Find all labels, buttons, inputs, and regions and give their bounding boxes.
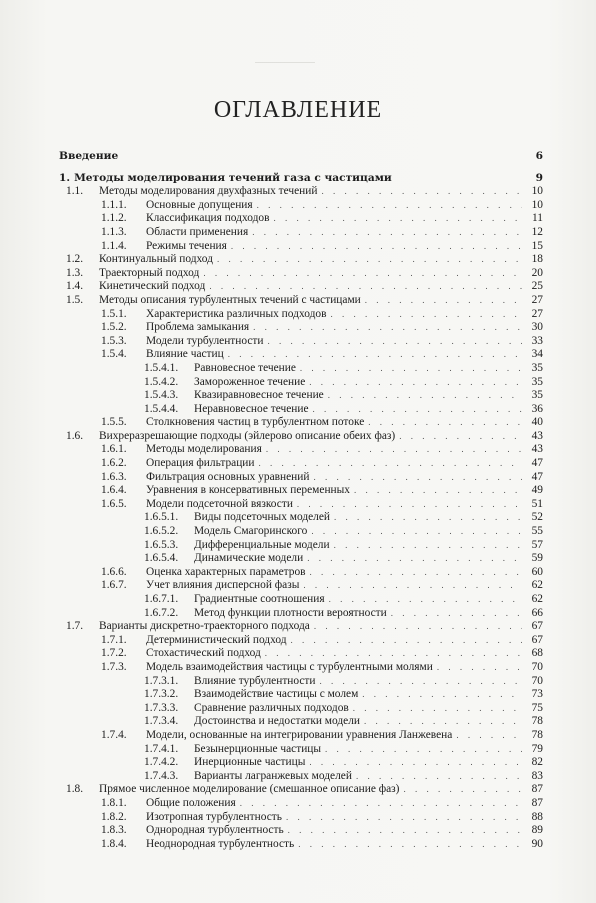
toc-entry bbox=[59, 552, 543, 566]
dot-leader bbox=[364, 715, 522, 729]
toc-entry-number: 1.2. bbox=[66, 253, 84, 266]
toc-entry-page: 47 bbox=[531, 457, 543, 470]
toc-entry bbox=[59, 811, 543, 825]
toc-entry-title: Модель Смагоринского bbox=[194, 525, 308, 538]
dot-leader bbox=[403, 783, 522, 797]
toc-entry-page: 55 bbox=[531, 525, 543, 538]
dot-leader bbox=[209, 280, 522, 294]
toc-entry-title: Градиентные соотношения bbox=[194, 593, 325, 605]
toc-entry-number: 1.1.2. bbox=[101, 212, 127, 225]
toc-entry-number: 1.6.5. bbox=[101, 497, 127, 510]
toc-entry-number: 1.6.4. bbox=[101, 484, 127, 497]
toc-entry-page: 35 bbox=[531, 361, 543, 374]
toc-entry-page: 70 bbox=[531, 660, 543, 673]
toc-entry bbox=[59, 579, 543, 593]
toc-entry-page: 83 bbox=[531, 769, 543, 782]
toc-entry-page: 66 bbox=[531, 606, 543, 619]
toc-entry-title: Континуальный подход bbox=[99, 253, 213, 266]
toc-entry-number: 1.7.3.4. bbox=[144, 715, 179, 728]
toc-entry-number: 1.6. bbox=[66, 429, 84, 442]
toc-entry-number: 1.5. bbox=[66, 293, 84, 306]
toc-entry bbox=[59, 525, 543, 539]
toc-entry-page: 60 bbox=[531, 565, 543, 578]
dot-leader bbox=[310, 566, 522, 580]
toc-entry-page: 6 bbox=[535, 150, 543, 162]
toc-entry-page: 35 bbox=[531, 375, 543, 388]
dot-leader bbox=[286, 811, 522, 825]
toc-entry-number: 1.1.1. bbox=[101, 198, 127, 211]
toc-entry-page: 15 bbox=[531, 239, 543, 252]
toc-entry-title: Методы моделирования bbox=[146, 443, 262, 456]
toc-entry-number: 1.5.4.2. bbox=[144, 375, 179, 388]
toc-entry-title: Введение bbox=[59, 150, 119, 162]
dot-leader bbox=[354, 484, 522, 498]
dot-leader bbox=[356, 770, 522, 784]
toc-entry-number: 1.6.1. bbox=[101, 443, 127, 456]
dot-leader bbox=[309, 756, 522, 770]
toc-entry-title: Общие положения bbox=[146, 796, 236, 809]
toc-entry-title: Вихреразрешающие подходы (эйлерово описание обеих фаз) bbox=[99, 429, 396, 442]
toc-entry-number: 1.5.5. bbox=[101, 416, 127, 429]
toc-entry-title: Модели, основанные на интегрировании уравнения Ланжевена bbox=[146, 728, 453, 741]
toc-entry bbox=[59, 607, 543, 621]
toc-entry-page: 73 bbox=[531, 688, 543, 701]
toc-entry-page: 62 bbox=[531, 579, 543, 592]
toc-entry-title: Инерционные частицы bbox=[194, 756, 306, 769]
toc-entry-title: Варианты дискретно-траекторного подхода bbox=[99, 620, 310, 633]
dot-leader bbox=[252, 226, 522, 240]
dot-leader bbox=[311, 525, 522, 539]
toc-entry bbox=[59, 199, 543, 213]
toc-entry-page: 43 bbox=[531, 429, 543, 442]
toc-entry-number: 1.1.3. bbox=[101, 225, 127, 238]
toc-entry-page: 43 bbox=[531, 443, 543, 456]
toc-entry-page: 51 bbox=[531, 497, 543, 510]
toc-entry-page: 70 bbox=[531, 674, 543, 687]
toc-entry-number: 1.5.4. bbox=[101, 348, 127, 361]
toc-entry-number: 1.6.5.3. bbox=[144, 538, 179, 551]
dot-leader bbox=[325, 743, 522, 757]
toc-entry-title: Основные допущения bbox=[146, 198, 253, 211]
toc-entry-title: Учет влияния дисперсной фазы bbox=[146, 579, 300, 592]
toc-entry-title: Достоинства и недостатки модели bbox=[194, 715, 360, 728]
toc-entry-number: 1.7.4. bbox=[101, 728, 127, 741]
dot-leader bbox=[328, 389, 522, 403]
toc-entry-number: 1.6.7. bbox=[101, 579, 127, 592]
dot-leader bbox=[399, 430, 522, 444]
toc-entry-page: 18 bbox=[531, 253, 543, 266]
toc-entry-number: 1.5.4.1. bbox=[144, 361, 179, 374]
toc-entry bbox=[59, 416, 543, 430]
toc-entry-number: 1.6.5.4. bbox=[144, 552, 179, 565]
toc-entry bbox=[59, 539, 543, 553]
toc-entry-title: Прямое численное моделирование (смешанное описание фаз) bbox=[99, 783, 400, 796]
toc-entry-title: Классификация подходов bbox=[146, 212, 270, 225]
toc-entry-number: 1.7.4.2. bbox=[144, 756, 179, 769]
toc-entry bbox=[59, 443, 543, 457]
toc-entry-page: 49 bbox=[531, 484, 543, 497]
dot-leader bbox=[365, 294, 522, 308]
dot-leader bbox=[391, 607, 522, 621]
toc-entry bbox=[59, 253, 543, 267]
toc-entry-title: Метод функции плотности вероятности bbox=[194, 606, 387, 619]
toc-entry-number: 1.6.2. bbox=[101, 457, 127, 470]
toc-entry-title: Фильтрация основных уравнений bbox=[146, 470, 310, 483]
toc-entry-title: Однородная турбулентность bbox=[146, 824, 284, 837]
toc-entry bbox=[59, 498, 543, 512]
toc-entry-title: Детерминистический подход bbox=[146, 633, 287, 646]
toc-entry-title: Неравновесное течение bbox=[194, 402, 309, 415]
toc-entry bbox=[59, 743, 543, 757]
toc-entry-number: 1.6.3. bbox=[101, 470, 127, 483]
dot-leader bbox=[240, 797, 522, 811]
toc-entry-page: 87 bbox=[531, 796, 543, 809]
toc-entry-title: Стохастический подход bbox=[146, 647, 261, 660]
toc-entry-number: 1.7.3.2. bbox=[144, 688, 179, 701]
toc-entry bbox=[59, 715, 543, 729]
toc-entry-page: 33 bbox=[531, 334, 543, 347]
toc-entry-page: 78 bbox=[531, 715, 543, 728]
toc-entry bbox=[59, 824, 543, 838]
toc-entry bbox=[59, 240, 543, 254]
toc-entry-title: Сравнение различных подходов bbox=[194, 701, 349, 714]
toc-entry-number: 1.7.3. bbox=[101, 660, 127, 673]
dot-leader bbox=[330, 308, 522, 322]
toc-entry-number: 1.7.4.3. bbox=[144, 769, 179, 782]
toc-entry bbox=[59, 756, 543, 770]
toc-entry-page: 67 bbox=[531, 620, 543, 633]
toc-entry-page: 27 bbox=[531, 293, 543, 306]
toc-entry-title: Характеристика различных подходов bbox=[146, 307, 327, 320]
toc-entry bbox=[59, 362, 543, 376]
toc-entry-page: 40 bbox=[531, 416, 543, 429]
toc-entry-title: Столкновения частиц в турбулентном потоке bbox=[146, 416, 365, 429]
toc-entry bbox=[59, 688, 543, 702]
toc-entry-title: Модели турбулентности bbox=[146, 334, 264, 347]
toc-entry bbox=[59, 457, 543, 471]
toc-entry-number: 1.6.7.2. bbox=[144, 606, 179, 619]
toc-entry-title: Взаимодействие частицы с молем bbox=[194, 688, 359, 701]
toc-entry bbox=[59, 838, 543, 852]
toc-entry bbox=[59, 335, 543, 349]
toc-entry-title: Безынерционные частицы bbox=[194, 742, 322, 755]
toc-entry-title: Методы описания турбулентных течений с частицами bbox=[99, 293, 361, 306]
dot-leader bbox=[266, 443, 522, 457]
toc-entry bbox=[59, 729, 543, 743]
dot-leader bbox=[313, 403, 522, 417]
toc-entry bbox=[59, 566, 543, 580]
toc-entry-page: 27 bbox=[531, 307, 543, 320]
toc-entry-title: Замороженное течение bbox=[194, 375, 306, 388]
toc-entry-number: 1.5.1. bbox=[101, 307, 127, 320]
dot-leader bbox=[321, 185, 522, 199]
toc-entry bbox=[59, 294, 543, 308]
toc-entry-number: 1.6.6. bbox=[101, 565, 127, 578]
toc-entry-title: Модели подсеточной вязкости bbox=[146, 497, 293, 510]
toc-entry bbox=[59, 593, 543, 607]
toc-entry-title: Области применения bbox=[146, 225, 249, 238]
toc-entry-number: 1.5.4.4. bbox=[144, 402, 179, 415]
toc-entry-page: 68 bbox=[531, 647, 543, 660]
toc-entry bbox=[59, 647, 543, 661]
toc-entry bbox=[59, 376, 543, 390]
toc-entry-number: 1.7.4.1. bbox=[144, 742, 179, 755]
toc-entry bbox=[59, 321, 543, 335]
toc-entry-title: Дифференциальные модели bbox=[194, 538, 330, 551]
toc-entry-title: Режимы течения bbox=[146, 239, 227, 252]
toc-entry bbox=[59, 172, 543, 186]
toc-entry-page: 79 bbox=[531, 742, 543, 755]
toc-entry bbox=[59, 511, 543, 525]
toc-entry-page: 57 bbox=[531, 538, 543, 551]
toc-entry bbox=[59, 661, 543, 675]
toc-entry-number: 1.5.3. bbox=[101, 334, 127, 347]
toc-entry-page: 87 bbox=[531, 783, 543, 796]
toc-entry-number: 1.7.2. bbox=[101, 647, 127, 660]
toc-entry-title: Влияние частиц bbox=[146, 348, 224, 361]
page-title: ОГЛАВЛЕНИЕ bbox=[213, 97, 383, 123]
toc-entry bbox=[59, 620, 543, 634]
toc-entry-number: 1.8.2. bbox=[101, 810, 127, 823]
toc-entry-number: 1.1.4. bbox=[101, 239, 127, 252]
toc-entry-page: 36 bbox=[531, 402, 543, 415]
toc-entry-page: 30 bbox=[531, 321, 543, 334]
faint-header-mark bbox=[255, 62, 315, 67]
toc-entry-title: Влияние турбулентности bbox=[194, 674, 316, 687]
toc-entry-title: Оценка характерных параметров bbox=[146, 565, 306, 578]
toc-entry-title: Неоднородная турбулентность bbox=[146, 837, 295, 850]
dot-leader bbox=[353, 702, 522, 716]
toc-entry bbox=[59, 348, 543, 362]
dot-leader bbox=[368, 416, 522, 430]
dot-leader bbox=[334, 539, 522, 553]
dot-leader bbox=[334, 511, 522, 525]
toc-entry bbox=[59, 430, 543, 444]
toc-entry bbox=[59, 212, 543, 226]
toc-entry-page: 78 bbox=[531, 728, 543, 741]
toc-entry-title: Динамические модели bbox=[194, 552, 304, 565]
toc-entry-number: 1.7.3.1. bbox=[144, 674, 179, 687]
toc-entry-title: Виды подсеточных моделей bbox=[194, 511, 331, 524]
dot-leader bbox=[297, 498, 522, 512]
toc-entry-title: Кинетический подход bbox=[99, 280, 206, 293]
toc-entry-page: 10 bbox=[531, 198, 543, 211]
toc-entry-number: 1.7. bbox=[66, 620, 84, 633]
toc-entry-number: 1.5.2. bbox=[101, 321, 127, 334]
toc-entry-page: 25 bbox=[531, 280, 543, 293]
toc-entry-title: Траекторный подход bbox=[99, 266, 200, 279]
toc-entry-page: 34 bbox=[531, 348, 543, 361]
table-of-contents bbox=[59, 150, 543, 851]
toc-entry-number: 1.8.1. bbox=[101, 796, 127, 809]
toc-entry-title: Модель взаимодействия частицы с турбулентными молями bbox=[146, 660, 433, 673]
toc-entry bbox=[59, 797, 543, 811]
toc-entry-number: 1.5.4.3. bbox=[144, 389, 179, 402]
toc-entry-page: 75 bbox=[531, 701, 543, 714]
toc-entry-number: 1.3. bbox=[66, 266, 84, 279]
dot-leader bbox=[291, 634, 522, 648]
toc-entry-page: 90 bbox=[531, 837, 543, 850]
toc-entry bbox=[59, 150, 543, 164]
toc-entry-page: 10 bbox=[531, 185, 543, 198]
toc-entry-page: 35 bbox=[531, 389, 543, 402]
toc-entry-number: 1.8.3. bbox=[101, 824, 127, 837]
dot-leader bbox=[228, 348, 522, 362]
toc-entry-page: 9 bbox=[535, 171, 543, 184]
dot-leader bbox=[253, 321, 522, 335]
toc-entry bbox=[59, 471, 543, 485]
toc-entry-page: 82 bbox=[531, 756, 543, 769]
toc-entry-title: Квазиравновесное течение bbox=[194, 389, 324, 402]
dot-leader bbox=[267, 335, 522, 349]
toc-entry-number: 1.4. bbox=[66, 280, 84, 293]
toc-entry-number: 1.6.5.1. bbox=[144, 511, 179, 524]
toc-entry-number: 1.6.7.1. bbox=[144, 593, 179, 605]
toc-entry-title: Равновесное течение bbox=[194, 361, 296, 374]
toc-entry-title: Методы моделирования течений газа с частицами bbox=[74, 171, 392, 184]
toc-entry-page: 47 bbox=[531, 470, 543, 483]
dot-leader bbox=[203, 267, 522, 281]
toc-entry-page: 12 bbox=[531, 225, 543, 238]
dot-leader bbox=[362, 688, 522, 702]
toc-entry-title: Проблема замыкания bbox=[146, 321, 250, 334]
toc-entry-title: Изотропная турбулентность bbox=[146, 810, 282, 823]
dot-leader bbox=[257, 199, 522, 213]
toc-entry bbox=[59, 634, 543, 648]
toc-entry-title: Уравнения в консервативных переменных bbox=[146, 484, 350, 497]
dot-leader bbox=[265, 647, 522, 661]
dot-leader bbox=[217, 253, 522, 267]
toc-entry bbox=[59, 226, 543, 240]
toc-entry-page: 52 bbox=[531, 511, 543, 524]
toc-entry bbox=[59, 702, 543, 716]
dot-leader bbox=[456, 729, 522, 743]
dot-leader bbox=[298, 838, 522, 852]
toc-entry bbox=[59, 770, 543, 784]
toc-entry bbox=[59, 308, 543, 322]
dot-leader bbox=[273, 212, 522, 226]
toc-entry bbox=[59, 403, 543, 417]
toc-entry-page: 62 bbox=[531, 593, 543, 605]
toc-entry-title: Варианты лагранжевых моделей bbox=[194, 769, 352, 782]
dot-leader bbox=[314, 620, 522, 634]
dot-leader bbox=[329, 593, 522, 607]
dot-leader bbox=[309, 376, 522, 390]
toc-entry-page: 67 bbox=[531, 633, 543, 646]
toc-entry bbox=[59, 675, 543, 689]
dot-leader bbox=[300, 362, 522, 376]
dot-leader bbox=[320, 675, 522, 689]
toc-entry-number: 1.6.5.2. bbox=[144, 525, 179, 538]
dot-leader bbox=[307, 552, 522, 566]
toc-entry-number: 1.8. bbox=[66, 783, 84, 796]
toc-entry bbox=[59, 267, 543, 281]
toc-entry bbox=[59, 484, 543, 498]
toc-entry-page: 59 bbox=[531, 552, 543, 565]
dot-leader bbox=[303, 579, 522, 593]
toc-entry bbox=[59, 280, 543, 294]
toc-entry bbox=[59, 389, 543, 403]
toc-entry-number: 1.7.3.3. bbox=[144, 701, 179, 714]
toc-entry-number: 1.1. bbox=[66, 185, 84, 198]
toc-entry-page: 88 bbox=[531, 810, 543, 823]
dot-leader bbox=[258, 457, 522, 471]
toc-entry-number: 1. bbox=[59, 171, 71, 184]
toc-entry-number: 1.7.1. bbox=[101, 633, 127, 646]
dot-leader bbox=[313, 471, 522, 485]
dot-leader bbox=[231, 240, 522, 254]
toc-entry bbox=[59, 783, 543, 797]
toc-entry-page: 20 bbox=[531, 266, 543, 279]
dot-leader bbox=[288, 824, 522, 838]
dot-leader bbox=[437, 661, 522, 675]
toc-entry-number: 1.8.4. bbox=[101, 837, 127, 850]
toc-entry-page: 11 bbox=[532, 212, 543, 225]
toc-entry bbox=[59, 185, 543, 199]
toc-entry-title: Методы моделирования двухфазных течений bbox=[99, 185, 318, 198]
toc-entry-page: 89 bbox=[531, 824, 543, 837]
toc-entry-title: Операция фильтрации bbox=[146, 457, 255, 470]
